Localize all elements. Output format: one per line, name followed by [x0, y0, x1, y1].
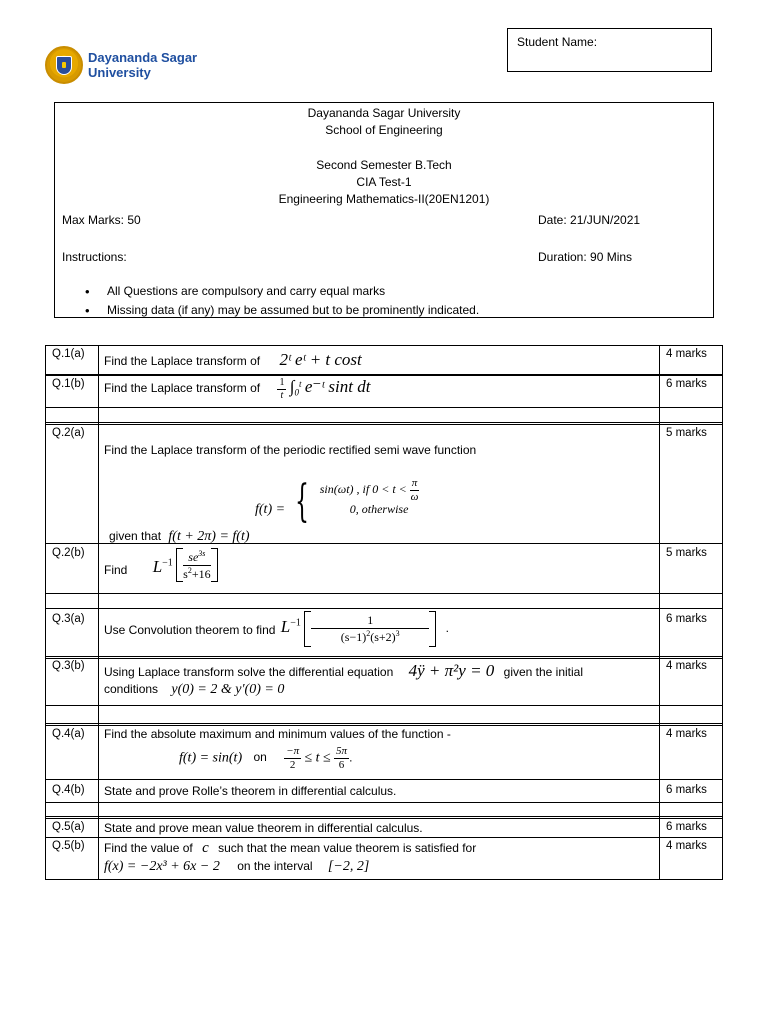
question-text: Find the Laplace transform of 2ᵗ eᵗ + t cost [104, 350, 362, 369]
question-marks: 5 marks [666, 427, 707, 439]
question-condition: given that f(t + 2π) = f(t) [109, 529, 250, 544]
test-name: CIA Test-1 [356, 175, 412, 189]
piecewise-function: f(t) = { sin(ωt) , if 0 < t < $\frac{\pi}{\omega}$ 0, otherwise [255, 476, 419, 527]
university-seal-icon [45, 46, 83, 84]
question-marks: 6 marks [666, 378, 707, 390]
instructions-label: Instructions: [62, 250, 127, 264]
question-marks: 4 marks [666, 348, 707, 360]
question-marks: 6 marks [666, 821, 707, 833]
question-text: State and prove Rolle’s theorem in differential calculus. [104, 784, 397, 798]
question-number: Q.3(b) [52, 660, 85, 672]
question-text: Using Laplace transform solve the differential equation 4ÿ + π²y = 0 given the initial [104, 661, 584, 680]
school-name: School of Engineering [325, 123, 443, 137]
question-text: Find the Laplace transform of the periodic rectified semi wave function [104, 443, 477, 457]
math-expression: 2ᵗ eᵗ + t cost [279, 350, 362, 369]
instructions-list [85, 282, 479, 320]
question-marks: 5 marks [666, 547, 707, 559]
semester: Second Semester B.Tech [316, 158, 452, 172]
exam-header [54, 102, 714, 318]
question-number: Q.4(a) [52, 728, 85, 740]
instruction-item: • All Questions are compulsory and carry equal marks [85, 282, 479, 301]
student-name-label: Student Name: [517, 35, 598, 49]
logo-text: Dayananda Sagar University [88, 50, 198, 80]
student-name-box[interactable] [507, 28, 712, 72]
question-text: Find the absolute maximum and minimum values of the function - [104, 727, 451, 741]
question-number: Q.2(b) [52, 547, 85, 559]
question-marks: 6 marks [666, 784, 707, 796]
question-number: Q.1(b) [52, 378, 85, 390]
question-number: Q.3(a) [52, 613, 85, 625]
question-text: Find the value of c such that the mean value theorem is satisfied for [104, 840, 477, 856]
math-expression: e⁻ᵗ sint dt [304, 377, 371, 397]
question-marks: 4 marks [666, 840, 707, 852]
question-text: Use Convolution theorem to find $L^{-1}$ $\frac{1}{(s-1)^2(s+2)^3}$ . [104, 611, 449, 647]
exam-date: Date: 21/JUN/2021 [538, 213, 641, 227]
question-marks: 6 marks [666, 613, 707, 625]
duration: Duration: 90 Mins [538, 250, 633, 264]
university-name: Dayananda Sagar University [307, 106, 461, 120]
question-table [45, 345, 723, 880]
instruction-item: • Missing data (if any) may be assumed but to be prominently indicated. [85, 301, 479, 320]
question-function: f(x) = −2x³ + 6x − 2 on the interval [−2, 2] [104, 859, 370, 874]
question-number: Q.4(b) [52, 784, 85, 796]
question-text: Find the Laplace transform of $\frac{1}{t}$ $\int_0^t$ e⁻ᵗ sint dt [104, 377, 371, 401]
function-interval: f(t) = sin(t) on $\frac{-\pi}{2}$ ≤ t ≤ $\frac{5\pi}{6}$ . [179, 745, 353, 771]
university-logo [45, 44, 215, 86]
question-number: Q.1(a) [52, 348, 85, 360]
question-marks: 4 marks [666, 660, 707, 672]
question-text: State and prove mean value theorem in differential calculus. [104, 821, 423, 835]
max-marks: Max Marks: 50 [62, 213, 141, 227]
question-conditions: conditions y(0) = 2 & y′(0) = 0 [104, 682, 285, 697]
question-number: Q.2(a) [52, 427, 85, 439]
question-marks: 4 marks [666, 728, 707, 740]
course-name: Engineering Mathematics-II(20EN1201) [278, 192, 490, 206]
question-number: Q.5(a) [52, 821, 85, 833]
question-number: Q.5(b) [52, 840, 85, 852]
question-text: Find $L^{-1}$ $\frac{se^{3s}}{s^2+16}$ [104, 548, 218, 582]
